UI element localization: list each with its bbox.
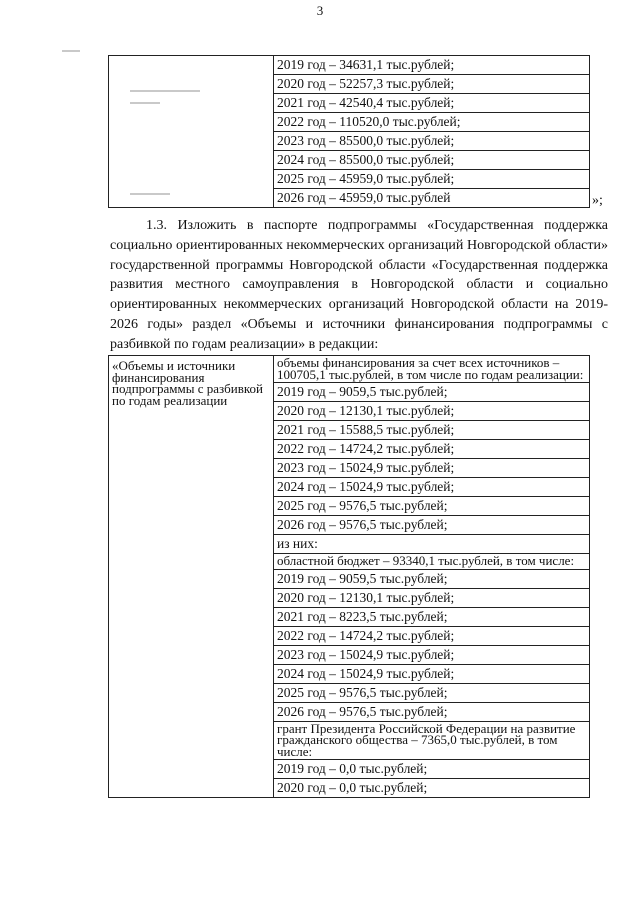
total-year-line: 2021 год – 15588,5 тыс.рублей;	[274, 421, 589, 440]
closing-quote: »;	[592, 193, 603, 208]
year-line: 2024 год – 85500,0 тыс.рублей;	[274, 151, 589, 170]
year-line: 2021 год – 42540,4 тыс.рублей;	[274, 94, 589, 113]
regional-year-line: 2022 год – 14724,2 тыс.рублей;	[274, 627, 589, 646]
year-line: 2025 год – 45959,0 тыс.рублей;	[274, 170, 589, 189]
left-cell-label	[109, 356, 274, 798]
year-line: 2023 год – 85500,0 тыс.рублей;	[274, 132, 589, 151]
total-year-line: 2025 год – 9576,5 тыс.рублей;	[274, 497, 589, 516]
total-year-line: 2020 год – 12130,1 тыс.рублей;	[274, 402, 589, 421]
total-year-line: 2026 год – 9576,5 тыс.рублей;	[274, 516, 589, 535]
regional-year-line: 2025 год – 9576,5 тыс.рублей;	[274, 684, 589, 703]
total-year-line: 2024 год – 15024,9 тыс.рублей;	[274, 478, 589, 497]
grant-year-line: 2020 год – 0,0 тыс.рублей;	[277, 780, 428, 795]
regional-intro: областной бюджет – 93340,1 тыс.рублей, в том числе:	[274, 554, 589, 570]
regional-year-line: 2024 год – 15024,9 тыс.рублей;	[274, 665, 589, 684]
amendment-paragraph	[110, 216, 608, 355]
year-line: 2020 год – 52257,3 тыс.рублей;	[274, 75, 589, 94]
right-cell	[274, 56, 590, 208]
regional-year-line: 2023 год – 15024,9 тыс.рублей;	[274, 646, 589, 665]
funding-table-continuation	[108, 55, 590, 208]
right-cell	[274, 356, 590, 798]
scan-smudge	[62, 50, 80, 52]
regional-year-line: 2021 год – 8223,5 тыс.рублей;	[274, 608, 589, 627]
funding-table-new	[108, 355, 590, 798]
grant-year-line: 2019 год – 0,0 тыс.рублей;	[274, 760, 589, 779]
year-line: 2022 год – 110520,0 тыс.рублей;	[274, 113, 589, 132]
paragraph-text: 1.3. Изложить в паспорте подпрограммы «Государственная поддержка социально ориентированных некоммерческих организаций Новгородской области» государственной программы Новгородской области «Государственная поддержка развития местного самоуправления в Новгородской области и социально ориентированных некоммерческих организаций Новгородской области на 2019-2026 годы» раздел «Объемы и источники финансирования подпрограммы с разбивкой по годам реализации» в редакции:	[110, 218, 608, 352]
total-year-line: 2022 год – 14724,2 тыс.рублей;	[274, 440, 589, 459]
grant-intro: грант Президента Российской Федерации на развитие гражданского общества – 7365,0 тыс.рублей, в том числе:	[274, 722, 589, 761]
regional-year-line: 2020 год – 12130,1 тыс.рублей;	[274, 589, 589, 608]
of-them-line: из них:	[274, 535, 589, 554]
regional-year-line: 2026 год – 9576,5 тыс.рублей;	[274, 703, 589, 722]
total-year-line: 2023 год – 15024,9 тыс.рублей;	[274, 459, 589, 478]
total-intro: объемы финансирования за счет всех источников – 100705,1 тыс.рублей, в том числе по годам реализации:	[274, 356, 589, 383]
year-line: 2019 год – 34631,1 тыс.рублей;	[274, 56, 589, 75]
section-label: «Объемы и источники финансирования подпрограммы с разбивкой по годам реализации	[112, 358, 263, 408]
year-line: 2026 год – 45959,0 тыс.рублей	[277, 190, 451, 205]
page-number: 3	[316, 3, 324, 18]
regional-year-line: 2019 год – 9059,5 тыс.рублей;	[274, 570, 589, 589]
total-year-line: 2019 год – 9059,5 тыс.рублей;	[274, 383, 589, 402]
left-cell-empty	[109, 56, 274, 208]
